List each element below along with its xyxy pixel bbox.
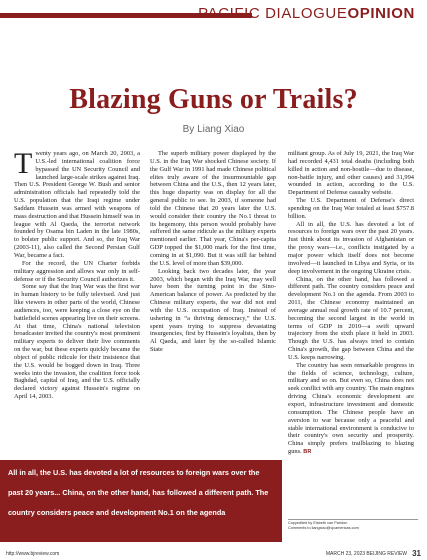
column-3 (288, 150, 414, 457)
paragraph: The country has seen remarkable progress in the fields of science, technology, culture, military and so on. But even so, China does not seek conflict with any country. The main engines driving China's economic development are export, infrastructure investment and domestic consumption. The Chinese people have an aversion to war because only a peaceful and stable international environment is conducive to their country's own security and prosperity. China simply prefers trailblazing to blazing guns. BR (288, 361, 414, 456)
paragraph: The superb military power displayed by the U.S. in the Iraq War shocked Chinese society. If the Gulf War in 1991 had made Chinese political elites truly aware of the insurmountable gap between China and the U.S., then 12 years later, this huge disparity was on display for all the general public to see. In 2003, if someone had told the Chinese that 20 years later the U.S. would consider their country the No.1 threat to its hegemony, this person would probably have suffered the same ridicule as the military experts mentioned earlier. That year, China's per-capita GDP topped the $1,000 mark for the first time, coming in at $1,090. But it was still far behind the U.S. level of more than $39,000. (150, 150, 276, 267)
credit-box (288, 519, 418, 531)
page-number: 31 (412, 549, 421, 558)
footer-url[interactable]: http://www.bjreview.com (6, 551, 60, 557)
paragraph: Twenty years ago, on March 20, 2003, a U.S.-led international coalition force bypassed the UN Security Council and launched large-scale strikes against Iraq. Then U.S. President George W. Bush and senior administration officials had repeatedly told the U.S. population that the Iraqi regime under Saddam Hussein was armed with weapons of mass destruction and that Hussein himself was in league with Al Qaeda, the terrorist network founded by Osama bin Laden in the late 1980s, to bolster public support. And so, the Iraq War (2003-11), also called the Second Persian Gulf War, became a fact. (14, 147, 140, 259)
paragraph: The U.S. Department of Defense's direct spending on the Iraq War totaled at least $757.8 billion. (288, 197, 414, 220)
paragraph: Some say that the Iraq War was the first war in human history to be fully televised. And just like viewers in other parts of the world, Chinese audiences, too, were keeping a close eye on the battlefield scenes appearing live on their screens. At that time, China's national television broadcaster invited the country's most prominent military experts to deliver their live comments on the war, but these experts quickly became the object of public ridicule for their insistence that the U.S. would be bogged down in Iraq. Three weeks into the invasion, the coalition force took Baghdad, capital of Iraq, and the U.S. officially declared victory against Hussein's regime on April 14, 2003. (14, 283, 140, 401)
paragraph: For the record, the UN Charter forbids military aggression and allows war only in self-defense or if the Security Council authorizes it. (14, 259, 140, 283)
article-byline: By Liang Xiao (182, 124, 245, 135)
end-mark: BR (303, 449, 312, 456)
copyeditor-line: Copyedited by Elsbeth van Paridon (288, 521, 348, 525)
section-name: PACIFIC DIALOGUE (198, 5, 348, 22)
section-label (198, 5, 415, 22)
footer-issue: MARCH 23, 2023 BEIJING REVIEW (325, 551, 407, 557)
pull-quote: All in all, the U.S. has devoted a lot of resources to foreign wars over the past 20 years... China, on the other hand, has followed a different path. The country considers peace and development No.1 on the agenda (0, 460, 282, 542)
comments-line: Comments to liangxiao@cjcamericas.com (288, 526, 359, 530)
drop-cap: T (14, 147, 33, 180)
column-1 (14, 147, 140, 401)
paragraph: China, on the other hand, has followed a different path. The country considers peace and development No.1 on the agenda. From 2003 to 2011, the Chinese economy maintained an average annual real growth rate of 10.7 percent, becoming the second largest in the world in terms of GDP in 2010—a swift upward trajectory from the sixth place it held in 2003. Though the U.S. has always tried to contain China's growth, the gap between China and the U.S. keeps narrowing. (288, 275, 414, 361)
paragraph: militant group. As of July 19, 2021, the Iraq War had recorded 4,431 total deaths (including both killed in action and non-hostile—due to disease, non-battle injury, and other causes) and 31,994 wounded in action, according to the U.S. Department of Defense casualty website. (288, 150, 414, 197)
section-category: OPINION (347, 5, 415, 22)
paragraph: All in all, the U.S. has devoted a lot of resources to foreign wars over the past 20 years. Just think about its invasion of Afghanistan or the proxy wars—i.e., conflicts instigated by a major power which itself does not become involved—it launched in Libya and Syria, or its deep involvement in the ongoing Ukraine crisis. (288, 220, 414, 275)
article-title: Blazing Guns or Trails? (69, 84, 358, 115)
section-header (0, 4, 427, 24)
column-2 (150, 150, 276, 354)
page-footer (0, 549, 427, 559)
paragraph: Looking back two decades later, the year 2003, which began with the Iraq War, may well have been the turning point in the Sino-American balance of power. As predicted by the Chinese military experts, the war did not end with the U.S. occupation of Iraq. Instead of ushering in “a thriving democracy,” the U.S. spent years trying to suppress devastating insurgencies, first by Hussein's loyalists, then by Al Qaeda, and later by the so-called Islamic State (150, 267, 276, 354)
